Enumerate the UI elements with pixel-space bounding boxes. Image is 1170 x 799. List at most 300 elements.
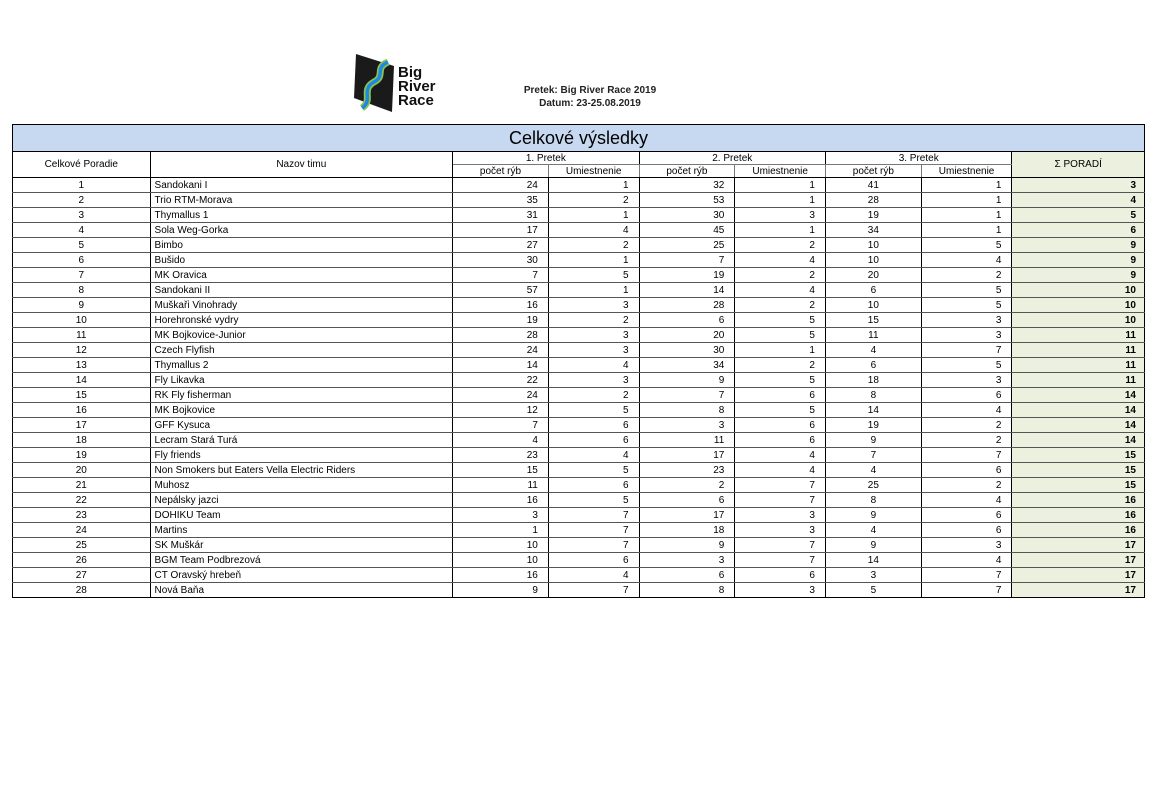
rank-cell: 26 [13, 553, 151, 568]
table-row [13, 403, 1145, 418]
rank-cell: 27 [13, 568, 151, 583]
race-1-place-cell: 1 [548, 208, 639, 223]
race-3-place-cell: 4 [921, 553, 1012, 568]
race-2-fish-cell: 34 [639, 358, 735, 373]
race-3-fish-cell: 10 [825, 298, 921, 313]
race-2-place-cell: 5 [735, 373, 826, 388]
rank-cell: 28 [13, 583, 151, 598]
race-1-place-cell: 7 [548, 523, 639, 538]
sum-cell: 17 [1012, 553, 1145, 568]
race-3-place-cell: 5 [921, 298, 1012, 313]
race-1-place-cell: 4 [548, 223, 639, 238]
race-2-place-cell: 1 [735, 193, 826, 208]
race-1-place-cell: 1 [548, 178, 639, 193]
table-row [13, 508, 1145, 523]
race-1-fish-cell: 30 [453, 253, 549, 268]
race-3-place-cell: 6 [921, 508, 1012, 523]
table-row [13, 238, 1145, 253]
race-1-fish-cell: 31 [453, 208, 549, 223]
race-1-place-cell: 7 [548, 538, 639, 553]
rank-cell: 6 [13, 253, 151, 268]
rank-cell: 24 [13, 523, 151, 538]
table-row [13, 298, 1145, 313]
race-2-place-cell: 2 [735, 358, 826, 373]
race-meta [480, 84, 700, 110]
rank-cell: 1 [13, 178, 151, 193]
sum-cell: 17 [1012, 568, 1145, 583]
race-1-fish-cell: 7 [453, 268, 549, 283]
race-1-place-cell: 2 [548, 238, 639, 253]
sum-cell: 15 [1012, 448, 1145, 463]
team-cell: Trio RTM-Morava [150, 193, 453, 208]
race-2-fish-cell: 9 [639, 538, 735, 553]
sum-cell: 14 [1012, 403, 1145, 418]
rank-cell: 3 [13, 208, 151, 223]
race-3-fish-cell: 6 [825, 283, 921, 298]
header-race-1: 1. Pretek [453, 152, 639, 165]
race-1-fish-cell: 27 [453, 238, 549, 253]
race-3-fish-cell: 9 [825, 433, 921, 448]
race-1-place-cell: 7 [548, 508, 639, 523]
race-1-fish-cell: 10 [453, 538, 549, 553]
team-cell: Bušido [150, 253, 453, 268]
race-1-fish-cell: 4 [453, 433, 549, 448]
team-cell: Lecram Stará Turá [150, 433, 453, 448]
rank-cell: 14 [13, 373, 151, 388]
team-cell: MK Bojkovice [150, 403, 453, 418]
race-3-place-cell: 3 [921, 538, 1012, 553]
team-cell: MK Oravica [150, 268, 453, 283]
race-1-place-cell: 3 [548, 298, 639, 313]
rank-cell: 13 [13, 358, 151, 373]
race-1-place-cell: 4 [548, 448, 639, 463]
race-2-place-cell: 4 [735, 448, 826, 463]
race-3-place-cell: 1 [921, 193, 1012, 208]
team-cell: Muškaři Vinohrady [150, 298, 453, 313]
sum-cell: 3 [1012, 178, 1145, 193]
header-race-3: 3. Pretek [825, 152, 1011, 165]
race-3-place-cell: 3 [921, 328, 1012, 343]
race-2-fish-cell: 3 [639, 553, 735, 568]
race-1-fish-cell: 24 [453, 343, 549, 358]
results-table [12, 124, 1145, 598]
race-1-place-cell: 6 [548, 433, 639, 448]
race-3-place-cell: 7 [921, 448, 1012, 463]
race-2-fish-cell: 9 [639, 373, 735, 388]
sum-cell: 11 [1012, 328, 1145, 343]
team-cell: Czech Flyfish [150, 343, 453, 358]
race-2-place-cell: 2 [735, 298, 826, 313]
rank-cell: 16 [13, 403, 151, 418]
race-2-fish-cell: 7 [639, 388, 735, 403]
team-cell: Fly Likavka [150, 373, 453, 388]
logo-line-2: River [398, 78, 436, 95]
team-cell: Sola Weg-Gorka [150, 223, 453, 238]
header-race-1-place: Umiestnenie [548, 165, 639, 178]
race-1-place-cell: 5 [548, 493, 639, 508]
race-2-fish-cell: 6 [639, 493, 735, 508]
race-2-fish-cell: 14 [639, 283, 735, 298]
table-row [13, 373, 1145, 388]
sum-cell: 9 [1012, 268, 1145, 283]
team-cell: Nepálsky jazci [150, 493, 453, 508]
race-3-fish-cell: 8 [825, 493, 921, 508]
race-1-fish-cell: 57 [453, 283, 549, 298]
table-row [13, 208, 1145, 223]
rank-cell: 23 [13, 508, 151, 523]
race-2-place-cell: 6 [735, 433, 826, 448]
logo-line-3: Race [398, 92, 434, 109]
rank-cell: 5 [13, 238, 151, 253]
race-1-fish-cell: 11 [453, 478, 549, 493]
table-row [13, 553, 1145, 568]
race-3-fish-cell: 9 [825, 538, 921, 553]
race-2-fish-cell: 3 [639, 418, 735, 433]
race-2-fish-cell: 8 [639, 403, 735, 418]
race-1-fish-cell: 23 [453, 448, 549, 463]
table-row [13, 433, 1145, 448]
sum-cell: 16 [1012, 493, 1145, 508]
race-2-place-cell: 4 [735, 463, 826, 478]
rank-cell: 15 [13, 388, 151, 403]
rank-cell: 18 [13, 433, 151, 448]
race-1-place-cell: 2 [548, 193, 639, 208]
sum-cell: 10 [1012, 298, 1145, 313]
race-1-place-cell: 1 [548, 253, 639, 268]
race-1-fish-cell: 24 [453, 178, 549, 193]
table-row [13, 493, 1145, 508]
race-1-fish-cell: 16 [453, 493, 549, 508]
race-1-fish-cell: 14 [453, 358, 549, 373]
table-row [13, 478, 1145, 493]
sum-cell: 11 [1012, 343, 1145, 358]
sum-cell: 4 [1012, 193, 1145, 208]
race-1-place-cell: 3 [548, 373, 639, 388]
table-row [13, 568, 1145, 583]
race-1-place-cell: 3 [548, 343, 639, 358]
sum-cell: 17 [1012, 583, 1145, 598]
race-1-fish-cell: 22 [453, 373, 549, 388]
header-race-2: 2. Pretek [639, 152, 825, 165]
rank-cell: 22 [13, 493, 151, 508]
race-1-fish-cell: 24 [453, 388, 549, 403]
river-logo-icon [352, 50, 400, 116]
sum-cell: 5 [1012, 208, 1145, 223]
team-cell: CT Oravský hrebeň [150, 568, 453, 583]
race-3-fish-cell: 10 [825, 253, 921, 268]
table-row [13, 523, 1145, 538]
race-1-fish-cell: 28 [453, 328, 549, 343]
rank-cell: 4 [13, 223, 151, 238]
race-3-fish-cell: 7 [825, 448, 921, 463]
race-2-fish-cell: 17 [639, 508, 735, 523]
table-row [13, 448, 1145, 463]
team-cell: Non Smokers but Eaters Vella Electric Riders [150, 463, 453, 478]
table-row [13, 253, 1145, 268]
race-2-place-cell: 6 [735, 388, 826, 403]
team-cell: SK Muškár [150, 538, 453, 553]
race-3-place-cell: 7 [921, 568, 1012, 583]
race-3-fish-cell: 9 [825, 508, 921, 523]
sum-cell: 10 [1012, 313, 1145, 328]
rank-cell: 10 [13, 313, 151, 328]
race-1-fish-cell: 9 [453, 583, 549, 598]
header-race-1-fish: počet rýb [453, 165, 549, 178]
rank-cell: 8 [13, 283, 151, 298]
sum-cell: 15 [1012, 478, 1145, 493]
race-1-fish-cell: 3 [453, 508, 549, 523]
rank-cell: 17 [13, 418, 151, 433]
race-1-fish-cell: 10 [453, 553, 549, 568]
race-2-fish-cell: 30 [639, 343, 735, 358]
header-race-2-place: Umiestnenie [735, 165, 826, 178]
header-sum: Σ PORADÍ [1012, 152, 1145, 178]
sum-cell: 14 [1012, 388, 1145, 403]
race-1-fish-cell: 7 [453, 418, 549, 433]
race-2-fish-cell: 17 [639, 448, 735, 463]
race-3-place-cell: 2 [921, 433, 1012, 448]
race-2-fish-cell: 18 [639, 523, 735, 538]
header-race-2-fish: počet rýb [639, 165, 735, 178]
race-3-fish-cell: 4 [825, 463, 921, 478]
race-2-fish-cell: 8 [639, 583, 735, 598]
sum-cell: 11 [1012, 373, 1145, 388]
rank-cell: 9 [13, 298, 151, 313]
sum-cell: 9 [1012, 238, 1145, 253]
race-2-place-cell: 3 [735, 508, 826, 523]
race-2-fish-cell: 45 [639, 223, 735, 238]
race-3-place-cell: 4 [921, 253, 1012, 268]
race-2-fish-cell: 6 [639, 568, 735, 583]
rank-cell: 7 [13, 268, 151, 283]
rank-cell: 2 [13, 193, 151, 208]
rank-cell: 20 [13, 463, 151, 478]
race-2-fish-cell: 20 [639, 328, 735, 343]
race-2-place-cell: 1 [735, 343, 826, 358]
race-2-fish-cell: 19 [639, 268, 735, 283]
table-row [13, 418, 1145, 433]
team-cell: Martins [150, 523, 453, 538]
table-row [13, 268, 1145, 283]
race-1-place-cell: 4 [548, 358, 639, 373]
race-3-fish-cell: 4 [825, 523, 921, 538]
race-3-fish-cell: 15 [825, 313, 921, 328]
team-cell: Muhosz [150, 478, 453, 493]
race-2-fish-cell: 28 [639, 298, 735, 313]
rank-cell: 21 [13, 478, 151, 493]
race-3-fish-cell: 8 [825, 388, 921, 403]
race-3-place-cell: 1 [921, 178, 1012, 193]
table-row [13, 388, 1145, 403]
race-3-place-cell: 3 [921, 373, 1012, 388]
race-3-fish-cell: 19 [825, 208, 921, 223]
race-2-place-cell: 5 [735, 328, 826, 343]
race-3-fish-cell: 14 [825, 553, 921, 568]
logo-text [398, 66, 436, 108]
race-2-place-cell: 3 [735, 583, 826, 598]
race-1-place-cell: 6 [548, 553, 639, 568]
race-1-fish-cell: 16 [453, 568, 549, 583]
race-1-fish-cell: 35 [453, 193, 549, 208]
race-1-fish-cell: 16 [453, 298, 549, 313]
race-1-place-cell: 4 [548, 568, 639, 583]
race-2-place-cell: 2 [735, 268, 826, 283]
race-1-place-cell: 7 [548, 583, 639, 598]
logo-line-1: Big [398, 64, 423, 81]
race-3-place-cell: 3 [921, 313, 1012, 328]
race-3-place-cell: 1 [921, 223, 1012, 238]
header-race-3-place: Umiestnenie [921, 165, 1012, 178]
table-row [13, 283, 1145, 298]
race-2-fish-cell: 30 [639, 208, 735, 223]
team-cell: BGM Team Podbrezová [150, 553, 453, 568]
header-rank: Celkové Poradie [13, 152, 151, 178]
race-3-fish-cell: 28 [825, 193, 921, 208]
race-2-place-cell: 4 [735, 253, 826, 268]
race-2-place-cell: 7 [735, 553, 826, 568]
sum-cell: 16 [1012, 523, 1145, 538]
sum-cell: 15 [1012, 463, 1145, 478]
race-2-place-cell: 5 [735, 313, 826, 328]
race-2-place-cell: 6 [735, 418, 826, 433]
race-3-fish-cell: 18 [825, 373, 921, 388]
race-1-place-cell: 6 [548, 418, 639, 433]
race-2-place-cell: 3 [735, 523, 826, 538]
sum-cell: 11 [1012, 358, 1145, 373]
table-row [13, 358, 1145, 373]
team-cell: Thymallus 2 [150, 358, 453, 373]
race-2-place-cell: 4 [735, 283, 826, 298]
rank-cell: 25 [13, 538, 151, 553]
race-2-fish-cell: 6 [639, 313, 735, 328]
race-2-place-cell: 6 [735, 568, 826, 583]
team-cell: MK Bojkovice-Junior [150, 328, 453, 343]
race-3-place-cell: 6 [921, 388, 1012, 403]
race-3-place-cell: 5 [921, 358, 1012, 373]
race-3-fish-cell: 10 [825, 238, 921, 253]
race-3-place-cell: 6 [921, 463, 1012, 478]
race-3-place-cell: 1 [921, 208, 1012, 223]
race-2-place-cell: 5 [735, 403, 826, 418]
sum-cell: 16 [1012, 508, 1145, 523]
race-1-place-cell: 2 [548, 313, 639, 328]
race-1-fish-cell: 19 [453, 313, 549, 328]
big-river-race-logo [352, 50, 448, 120]
team-cell: Fly friends [150, 448, 453, 463]
race-1-place-cell: 3 [548, 328, 639, 343]
race-3-fish-cell: 6 [825, 358, 921, 373]
race-3-place-cell: 2 [921, 418, 1012, 433]
race-2-fish-cell: 7 [639, 253, 735, 268]
rank-cell: 19 [13, 448, 151, 463]
race-1-fish-cell: 17 [453, 223, 549, 238]
race-1-place-cell: 5 [548, 463, 639, 478]
race-3-fish-cell: 11 [825, 328, 921, 343]
race-3-fish-cell: 25 [825, 478, 921, 493]
team-cell: GFF Kysuca [150, 418, 453, 433]
results-body [13, 178, 1145, 598]
rank-cell: 12 [13, 343, 151, 358]
race-2-fish-cell: 25 [639, 238, 735, 253]
race-1-place-cell: 6 [548, 478, 639, 493]
race-2-fish-cell: 32 [639, 178, 735, 193]
race-1-fish-cell: 1 [453, 523, 549, 538]
race-3-place-cell: 2 [921, 478, 1012, 493]
race-3-fish-cell: 3 [825, 568, 921, 583]
race-2-fish-cell: 53 [639, 193, 735, 208]
header-race-3-fish: počet rýb [825, 165, 921, 178]
team-cell: DOHIKU Team [150, 508, 453, 523]
race-2-place-cell: 2 [735, 238, 826, 253]
race-2-place-cell: 3 [735, 208, 826, 223]
table-row [13, 538, 1145, 553]
race-3-place-cell: 4 [921, 403, 1012, 418]
team-cell: Sandokani I [150, 178, 453, 193]
race-3-place-cell: 2 [921, 268, 1012, 283]
team-cell: Bimbo [150, 238, 453, 253]
race-2-fish-cell: 11 [639, 433, 735, 448]
table-row [13, 313, 1145, 328]
race-3-place-cell: 5 [921, 238, 1012, 253]
sum-cell: 9 [1012, 253, 1145, 268]
table-row [13, 343, 1145, 358]
race-3-place-cell: 7 [921, 583, 1012, 598]
race-3-fish-cell: 19 [825, 418, 921, 433]
race-name: Pretek: Big River Race 2019 [523, 85, 657, 96]
table-row [13, 193, 1145, 208]
race-1-place-cell: 5 [548, 268, 639, 283]
race-date: Datum: 23-25.08.2019 [539, 98, 641, 109]
sum-cell: 14 [1012, 433, 1145, 448]
race-3-fish-cell: 41 [825, 178, 921, 193]
race-3-fish-cell: 5 [825, 583, 921, 598]
table-row [13, 223, 1145, 238]
rank-cell: 11 [13, 328, 151, 343]
sum-cell: 6 [1012, 223, 1145, 238]
race-2-place-cell: 1 [735, 223, 826, 238]
race-3-fish-cell: 4 [825, 343, 921, 358]
table-row [13, 463, 1145, 478]
race-1-fish-cell: 15 [453, 463, 549, 478]
team-cell: Nová Baňa [150, 583, 453, 598]
race-3-fish-cell: 20 [825, 268, 921, 283]
race-3-place-cell: 4 [921, 493, 1012, 508]
race-1-fish-cell: 12 [453, 403, 549, 418]
race-1-place-cell: 5 [548, 403, 639, 418]
team-cell: Thymallus 1 [150, 208, 453, 223]
table-row [13, 178, 1145, 193]
race-3-fish-cell: 14 [825, 403, 921, 418]
race-3-place-cell: 7 [921, 343, 1012, 358]
race-3-place-cell: 5 [921, 283, 1012, 298]
race-2-place-cell: 7 [735, 478, 826, 493]
team-cell: Horehronské vydry [150, 313, 453, 328]
race-3-place-cell: 6 [921, 523, 1012, 538]
sum-cell: 17 [1012, 538, 1145, 553]
table-title: Celkové výsledky [13, 125, 1145, 152]
team-cell: Sandokani II [150, 283, 453, 298]
race-1-place-cell: 1 [548, 283, 639, 298]
team-cell: RK Fly fisherman [150, 388, 453, 403]
table-row [13, 583, 1145, 598]
header-team: Nazov timu [150, 152, 453, 178]
race-2-place-cell: 7 [735, 538, 826, 553]
race-2-place-cell: 1 [735, 178, 826, 193]
race-2-fish-cell: 23 [639, 463, 735, 478]
race-2-place-cell: 7 [735, 493, 826, 508]
table-row [13, 328, 1145, 343]
race-3-fish-cell: 34 [825, 223, 921, 238]
